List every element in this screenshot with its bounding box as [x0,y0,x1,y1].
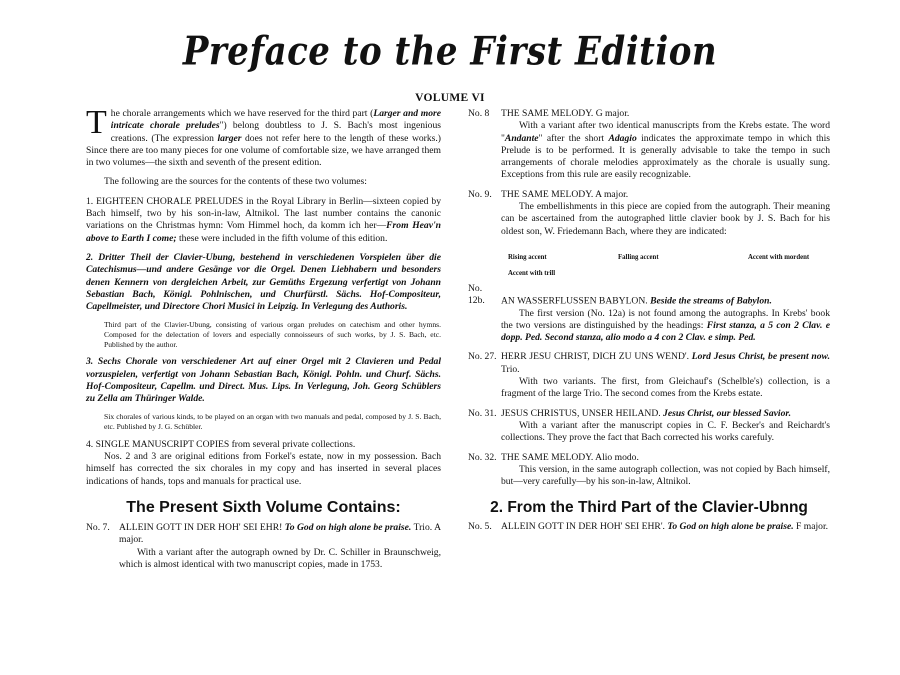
source-2-note: Third part of the Clavier-Ubung, consisting of various organ preludes on catechism and other hymns. Composed for the delectation of lovers and especially connoisseurs of such works, by J. S. Bach, etc. Published by the author. [104,320,441,349]
source-4: 4. SINGLE MANUSCRIPT COPIES from several private collections. [86,438,356,450]
source-3: 3. Sechs Chorale von verschiedener Art auf einer Orgel mit 2 Clavieren und Pedal vorzuspielen, verfertigt von Johann Sebastian Bach, Königl. Pohln. und Churf. Sächs. Hof-Compositeur, Capellm. und Direct. Mus. Lips. In Verlegung, Joh. Georg Schüblers zu Zella am Thüringer Walde. [86,356,441,405]
left-column [86,104,442,571]
entry-no-8: No. 8 THE SAME MELODY. G major. [468,108,630,119]
source-4-body: Nos. 2 and 3 are original editions from Forkel's estate, now in my possession. Bach himself has corrected the six chorales in my copy and has inserted in several places indications of hands, tops and manuals for practical use. [86,450,441,487]
entry-no-31: No. 31. JESUS CHRISTUS, UNSER HEILAND. Jesus Christ, our blessed Savior. [468,407,792,419]
source-2: 2. Dritter Theil der Clavier-Ubung, bestehend in verschiedenen Vorspielen über die Catechismus—und andere Gesänge vor die Orgel. Denen Liebhabern und besonders denen Kennern von dergleichen Arbeit, zur Gemüths Ergezung verfertigt von Johann Sebastian Bach, Königl. Pohlnischen, und Churfürstl. Sächs. Hof-Compositeur, Capellmeister, und Directore Chori Musici in Leipzig. In Verlegung des Authoris. [86,251,441,313]
drop-cap: T [86,104,107,141]
page-title: Preface to the First Edition [182,29,718,75]
ornament-rising-accent: Rising accent [508,253,547,261]
entry-no-12b: No. 12b. AN WASSERFLUSSEN BABYLON. Beside the streams of Babylon. [468,282,772,307]
entry-no-9: No. 9. THE SAME MELODY. A major. [468,188,629,200]
entry-no-32-body: This version, in the same autograph collection, was not copied by Bach himself, but—very carefully—by his son-in-law, Altnikol. [501,463,830,488]
entry-no-5: No. 5. ALLEIN GOTT IN DER HOH' SEI EHR'. To God on high alone be praise. F major. [468,520,829,532]
entry-no-27: No. 27. HERR JESU CHRIST, DICH ZU UNS WEND'. Lord Jesus Christ, be present now. Trio. [468,351,831,375]
ornament-accent-trill: Accent with trill [508,269,556,277]
entry-no-27-body: With two variants. The first, from Gleichauf's (Schelble's) collection, is a fragment of the large Trio. The second comes from the Krebs estate. [501,376,830,400]
entry-no-7: No. 7. ALLEIN GOTT IN DER HOH' SEI EHR! To God on high alone be praise. Trio. A major. [86,522,441,546]
source-3-note: Six chorales of various kinds, to be played on an organ with two manuals and pedal, composed by J. S. Bach, etc. Published by J. G. Schübler. [104,412,441,432]
ornament-accent-mordent: Accent with mordent [748,253,810,261]
sources-intro: The following are the sources for the contents of these two volumes: [104,176,367,188]
section-heading-third-part: 2. From the Third Part of the Clavier-Ubnng [490,499,808,517]
intro-paragraph: The chorale arrangements which we have reserved for the third part (Larger and more intricate chorale preludes") belong doubtless to J. S. Bach's most ingenious creations. (The expression larger does not refer here to the length of these works.) Since there are too many pieces for one volume of comfortable size, we have arranged them in two volumes—the sixth and seventh of the present edition. [86,104,442,169]
entry-no-9-body: The embellishments in this piece are copied from the autograph. Their meaning can be ascertained from the autographed little clavier book by J. S. Bach for his oldest son, W. Friedemann Bach, where they are indicated: [501,201,830,237]
source-1: 1. EIGHTEEN CHORALE PRELUDES in the Royal Library in Berlin—sixteen copied by Bach himself, two by his son-in-law, Altnikol. The last number contains the canonic variations on the Christmas hymn: Vom Himmel hoch, da komm ich her—From Heav'n above to Earth I come; these were included in the fifth volume of this edition. [86,195,441,244]
entry-no-31-body: With a variant after the manuscript copies in C. F. Becker's and Reichardt's collections. They prove the fact that Bach corrected his works carefuly. [501,419,830,444]
entry-no-8-body: With a variant after two identical manuscripts from the Krebs estate. The word "Andante" after the short Adagio indicates the approximate tempo in which this Prelude is to be performed. It is generally advisable to take the tempo in such arrangements of chorale melodies approximately as the chorale is usually sung. Exceptions from this rule are easily recognizable. [501,120,830,181]
ornament-falling-accent: Falling accent [618,253,659,261]
entry-no-12b-body: The first version (No. 12a) is not found among the autographs. In Krebs' book the two versions are distinguished by the headings: First stanza, a 5 con 2 Clav. e dopp. Ped. Second stanza, alio modo a 4 con 2 Clav. e simp. Ped. [501,307,830,344]
ornament-legend [468,246,830,276]
section-heading-sixth-volume: The Present Sixth Volume Contains: [126,498,401,516]
entry-no-7-body: With a variant after the autograph owned by Dr. C. Schiller in Braunschweig, which is almost identical with two manuscript copies, made in 1753. [119,546,441,570]
volume-label: VOLUME VI [415,92,485,104]
right-column [468,108,830,533]
entry-no-32: No. 32. THE SAME MELODY. Alio modo. [468,451,639,463]
